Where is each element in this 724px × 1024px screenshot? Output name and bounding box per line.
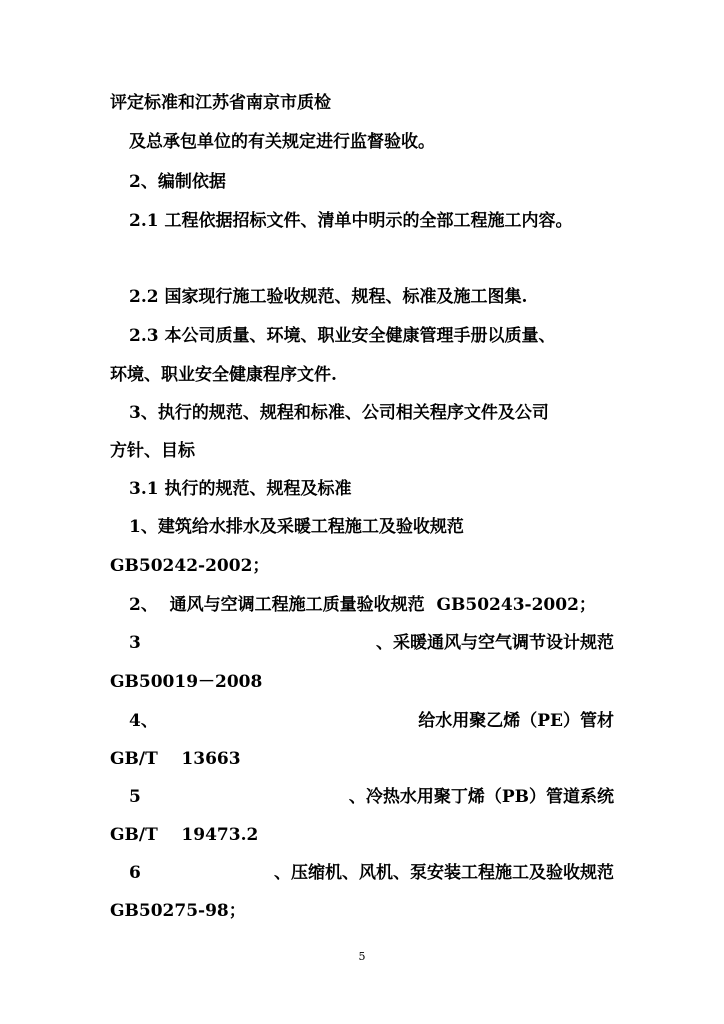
standard-code: GB50242-2002；	[110, 556, 270, 576]
subsection-heading: 3.1 执行的规范、规程及标准	[129, 479, 352, 499]
section-heading: 2、编制依据	[129, 172, 226, 192]
standard-code: GB/T 19473.2	[110, 825, 259, 845]
page-number: 5	[358, 950, 366, 963]
list-number: 5	[129, 787, 141, 807]
list-item: 1、建筑给水排水及采暖工程施工及验收规范	[129, 517, 464, 537]
standard-code: GB50275-98；	[110, 901, 246, 921]
text-line: 2.1 工程依据招标文件、清单中明示的全部工程施工内容。	[129, 211, 573, 231]
list-number: 4、	[129, 711, 158, 731]
list-item: 2、 通风与空调工程施工质量验收规范 GB50243-2002；	[129, 595, 596, 615]
list-item: 、冷热水用聚丁烯（PB）管道系统	[348, 787, 614, 807]
text-line: 方针、目标	[110, 441, 195, 461]
list-number: 3	[129, 633, 141, 653]
list-item: 、采暖通风与空气调节设计规范	[376, 633, 614, 653]
text-line: 2.2 国家现行施工验收规范、规程、标准及施工图集.	[129, 287, 528, 307]
text-line: 2.3 本公司质量、环境、职业安全健康管理手册以质量、	[129, 326, 556, 346]
list-item: 给水用聚乙烯（PE）管材	[418, 711, 614, 731]
standard-code: GB/T 13663	[110, 749, 241, 769]
text-line: 评定标准和江苏省南京市质检	[110, 93, 331, 113]
list-number: 6	[129, 863, 141, 883]
standard-code: GB50019－2008	[110, 672, 263, 692]
text-line: 及总承包单位的有关规定进行监督验收。	[129, 132, 435, 152]
list-item: 、压缩机、风机、泵安装工程施工及验收规范	[274, 863, 614, 883]
section-heading: 3、执行的规范、规程和标准、公司相关程序文件及公司	[129, 403, 549, 423]
text-line: 环境、职业安全健康程序文件.	[110, 365, 337, 385]
